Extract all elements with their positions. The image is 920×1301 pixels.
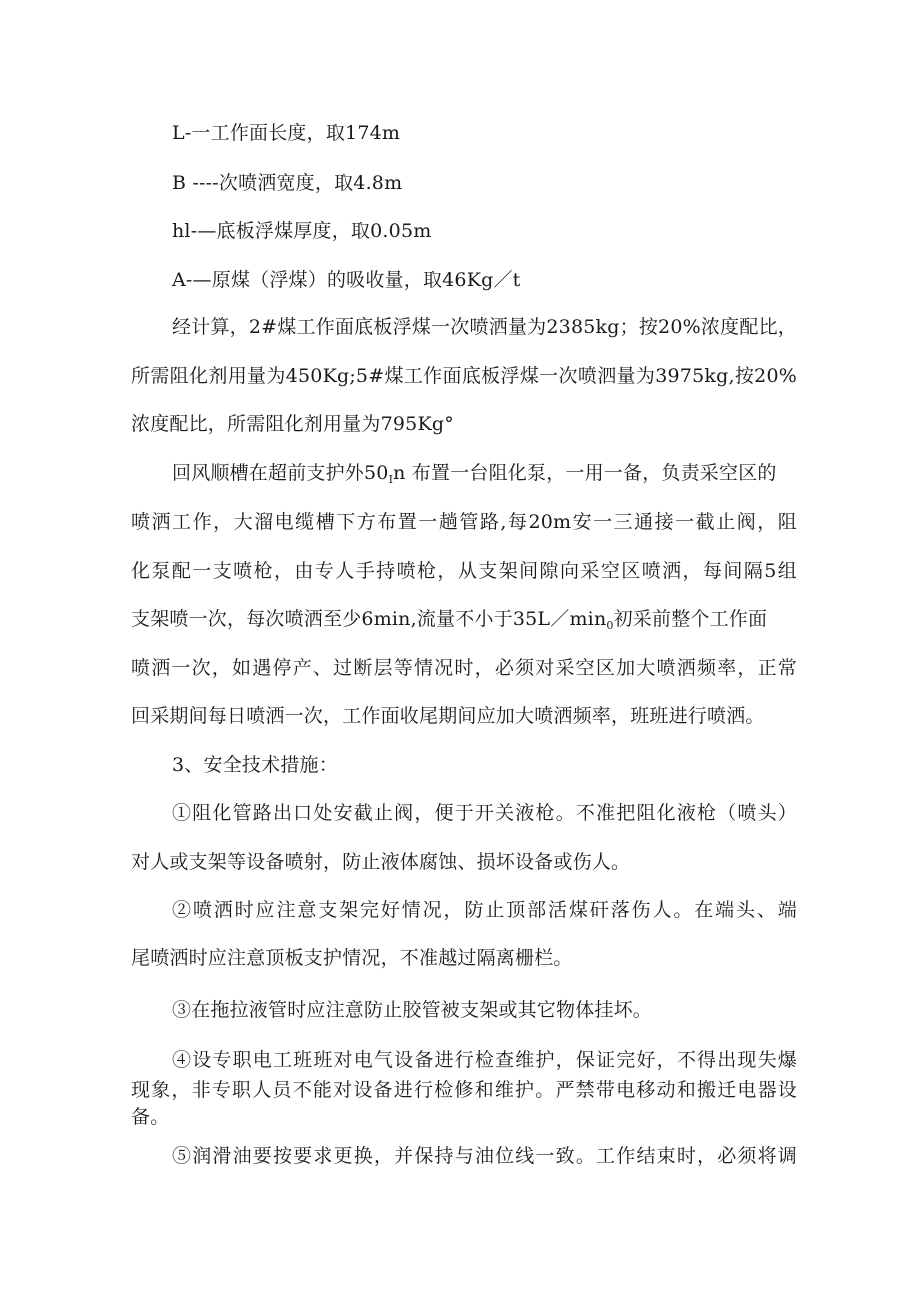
pump-line-5: 喷洒一次，如遇停产、过断层等情况时，必须对采空区加大喷洒频率，正常 — [131, 657, 797, 679]
safety-item-1-line-2: 对人或支架等设备喷射，防止液体腐蚀、损坏设备或伤人。 — [131, 851, 631, 873]
safety-item-2-line-1: ②喷洒时应注意支架完好情况，防止顶部活煤矸落伤人。在端头、端 — [172, 899, 797, 921]
pump-line-1a: 回风顺槽在超前支护外50 — [172, 462, 389, 484]
pump-line-3: 化泵配一支喷枪，由专人手持喷枪，从支架间隙向采空区喷洒，每间隔5组 — [131, 560, 797, 582]
pump-line-4a: 支架喷一次，每次喷洒至少6min,流量不小于35L／min — [131, 608, 607, 630]
pump-line-4b: 初采前整个工作面 — [613, 608, 768, 630]
safety-item-1-line-1: ①阻化管路出口处安截止阀，便于开关液枪。不准把阻化液枪（喷头） — [172, 802, 797, 824]
pump-line-1 — [172, 461, 797, 488]
pump-line-6: 回采期间每日喷洒一次，工作面收尾期间应加大喷洒频率，班班进行喷洒。 — [131, 705, 765, 727]
param-L: L-一工作面长度，取174m — [172, 122, 401, 144]
pump-line-4 — [131, 607, 797, 634]
safety-item-4-line-3: 备。 — [131, 1106, 170, 1128]
safety-heading: 3、安全技术措施： — [172, 754, 338, 776]
safety-item-4-line-1: ④设专职电工班班对电气设备进行检查维护，保证完好，不得出现失爆 — [172, 1049, 797, 1071]
safety-item-2-line-2: 尾喷洒时应注意顶板支护情况，不准越过隔离栅栏。 — [131, 947, 573, 969]
pump-line-1-sub: I — [388, 473, 394, 486]
param-h1: hl-—底板浮煤厚度，取0.05m — [172, 220, 432, 242]
safety-item-4-line-2: 现象，非专职人员不能对设备进行检修和维护。严禁带电移动和搬迁电器设 — [131, 1079, 797, 1101]
calc-line-1: 经计算，2#煤工作面底板浮煤一次喷洒量为2385kg；按20%浓度配比， — [172, 316, 797, 338]
safety-item-5-line-1: ⑤润滑油要按要求更换，并保持与油位线一致。工作结束时，必须将调 — [172, 1145, 797, 1167]
pump-line-1b: n 布置一台阻化泵，一用一备，负责采空区的 — [393, 462, 777, 484]
safety-item-3: ③在拖拉液管时应注意防止胶管被支架或其它物体挂坏。 — [172, 999, 653, 1021]
pump-line-2: 喷洒工作，大溜电缆槽下方布置一趟管路,每20m安一三通接一截止阀，阻 — [131, 511, 797, 533]
calc-line-3: 浓度配比，所需阻化剂用量为795Kg° — [131, 413, 454, 435]
param-B: B ----次喷洒宽度，取4.8m — [172, 172, 403, 194]
param-A: A-—原煤（浮煤）的吸收量，取46Kg／t — [172, 269, 521, 291]
calc-line-2: 所需阻化剂用量为450Kg;5#煤工作面底板浮煤一次喷泗量为3975kg,按20% — [131, 365, 797, 387]
pump-line-4-sub: 0 — [606, 619, 614, 632]
